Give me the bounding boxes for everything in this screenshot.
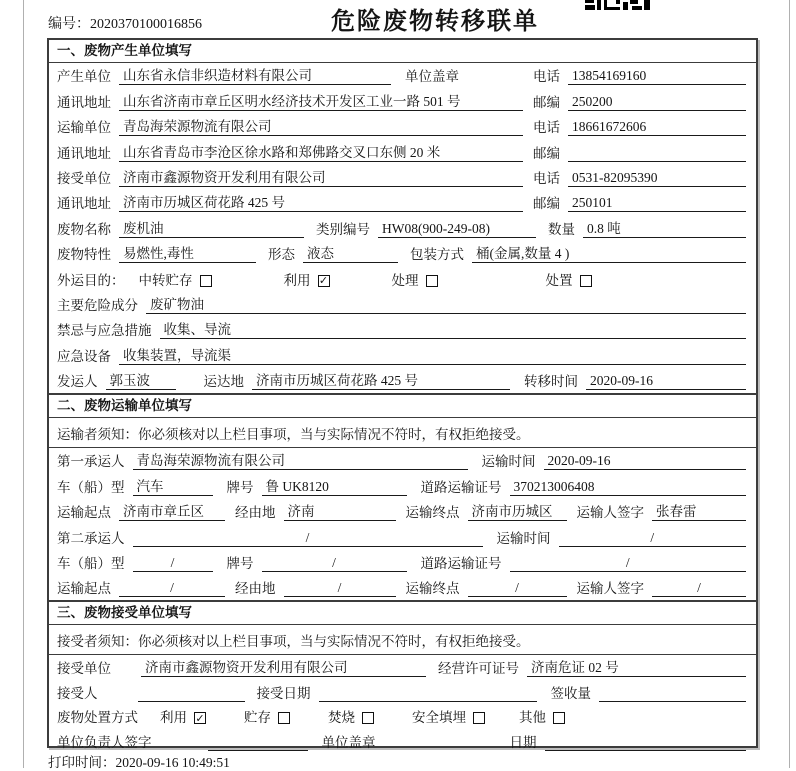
road-permit-label: 道路运输证号 (420, 479, 502, 495)
section-transporter (49, 393, 756, 600)
purpose-option-treat (392, 269, 438, 289)
hazard-components-label: 主要危险成分 (57, 297, 138, 313)
unit-seal-label: 单位盖章 (405, 69, 459, 85)
producer-address-value: 山东省济南市章丘区明水经济技术开发区工业一路 501 号 (119, 90, 523, 111)
page-title: 危险废物转移联单 (331, 9, 539, 35)
waste-name-value: 废机油 (119, 217, 304, 238)
purpose-transit-storage-label: 中转贮存 (138, 272, 193, 288)
transport-time-value: 2020-09-16 (544, 453, 747, 470)
producer-unit-label: 产生单位 (57, 69, 111, 85)
scan-edge-right (789, 0, 790, 768)
route-origin-value: 济南市章丘区 (119, 500, 225, 521)
plate-number-2-value: / (262, 555, 407, 572)
row-emergency-measures (49, 317, 756, 342)
producer-address-label: 通讯地址 (57, 94, 111, 110)
vehicle-type-label: 车（船）型 (57, 479, 125, 495)
hazard-components-value: 废矿物油 (146, 293, 746, 314)
route-end-label: 运输终点 (405, 505, 460, 521)
accept-date-label: 接受日期 (256, 685, 311, 701)
section-transporter-title: 二、废物运输单位填写 (49, 395, 756, 418)
accept-date-value (319, 685, 537, 702)
row-transport-unit (49, 114, 756, 139)
route-via-2-label: 经由地 (235, 581, 276, 597)
disposal-option-incinerate (328, 706, 374, 726)
received-quantity-label: 签收量 (550, 685, 591, 701)
accept-person-value (138, 685, 245, 702)
print-time-label: 打印时间： (48, 755, 116, 770)
route-end-value: 济南市历城区 (468, 500, 567, 521)
responsible-signature-label: 单位负责人签字 (57, 734, 152, 750)
receiver-phone-value: 0531-82095390 (568, 170, 746, 187)
purpose-utilize-label: 利用 (283, 272, 311, 288)
row-accept-unit (49, 655, 756, 680)
accept-unit-label: 接受单位 (57, 661, 111, 677)
packaging-value: 桶(金属,数量 4 ) (472, 242, 746, 263)
row-vehicle-2 (49, 550, 756, 575)
receiver-unit-label: 接受单位 (57, 170, 111, 186)
print-time (48, 751, 230, 771)
row-first-carrier (49, 448, 756, 473)
receiver-address-value: 济南市历城区荷花路 425 号 (119, 191, 523, 212)
plate-number-value: 鲁 UK8120 (262, 475, 407, 496)
row-route-2 (49, 575, 756, 600)
vehicle-type-2-label: 车（船）型 (57, 556, 125, 572)
receiver-postcode-label: 邮编 (533, 196, 560, 212)
row-waste-name (49, 215, 756, 240)
disposal-storage-checkbox (278, 712, 290, 724)
document-number (48, 13, 202, 33)
document-number-label: 编号： (48, 17, 90, 32)
transport-time-2-label: 运输时间 (496, 530, 551, 546)
row-hazard-components (49, 292, 756, 317)
row-receiver-unit (49, 165, 756, 190)
disposal-incinerate-checkbox (362, 712, 374, 724)
row-accept-person (49, 680, 756, 705)
received-quantity-value (599, 685, 746, 702)
vehicle-type-2-value: / (133, 555, 213, 572)
road-permit-2-value: / (510, 555, 747, 572)
packaging-label: 包装方式 (410, 247, 464, 263)
route-end-2-label: 运输终点 (405, 581, 460, 597)
category-code-label: 类别编号 (316, 221, 370, 237)
transporter-signature-2-value: / (652, 580, 746, 597)
transporter-signature-2-label: 运输人签字 (576, 581, 644, 597)
row-shipper (49, 368, 756, 393)
producer-postcode-label: 邮编 (533, 94, 560, 110)
section-receiver-title: 三、废物接受单位填写 (49, 602, 756, 625)
print-time-value: 2020-09-16 10:49:51 (115, 755, 230, 770)
purpose-option-transit-storage (139, 269, 212, 289)
transport-unit-value: 青岛海荣源物流有限公司 (119, 115, 523, 136)
receive-date-label: 日期 (509, 734, 537, 750)
transport-phone-label: 电话 (533, 120, 560, 136)
transport-unit-label: 运输单位 (57, 120, 111, 136)
transporter-signature-label: 运输人签字 (576, 505, 644, 521)
license-number-label: 经营许可证号 (438, 661, 519, 677)
producer-phone-value: 13854169160 (568, 68, 746, 85)
plate-number-label: 牌号 (226, 479, 254, 495)
receiver-notice: 接受者须知：你必须核对以上栏目事项，当与实际情况不符时，有权拒绝接受。 (49, 625, 756, 655)
purpose-treat-label: 处理 (391, 272, 419, 288)
manifest-form (47, 38, 758, 748)
disposal-option-other (519, 706, 565, 726)
transporter-notice: 运输者须知：你必须核对以上栏目事项，当与实际情况不符时，有权拒绝接受。 (49, 418, 756, 448)
purpose-option-utilize (284, 269, 330, 289)
receive-date-value (545, 734, 747, 751)
accept-person-label: 接受人 (57, 685, 98, 701)
section-producer (49, 40, 756, 393)
section-producer-title: 一、废物产生单位填写 (49, 40, 756, 63)
quantity-label: 数量 (548, 221, 575, 237)
disposal-landfill-label: 安全填埋 (412, 710, 466, 726)
destination-label: 运达地 (203, 374, 244, 390)
row-route-1 (49, 499, 756, 524)
row-waste-traits (49, 241, 756, 266)
scan-edge-left (23, 0, 24, 768)
emergency-measures-label: 禁忌与应急措施 (57, 323, 152, 339)
disposal-storage-label: 贮存 (244, 710, 271, 726)
transfer-date-label: 转移时间 (524, 374, 578, 390)
transfer-purpose-label: 外运目的： (57, 272, 125, 288)
disposal-option-storage (244, 706, 290, 726)
road-permit-value: 370213006408 (510, 479, 747, 496)
disposal-other-label: 其他 (519, 710, 546, 726)
receiver-unit-value: 济南市鑫源物资开发利用有限公司 (119, 166, 523, 187)
qr-code-fragment-icon (585, 0, 650, 11)
transport-postcode-label: 邮编 (533, 145, 560, 161)
purpose-treat-checkbox (426, 275, 438, 287)
transfer-date-value: 2020-09-16 (586, 373, 746, 390)
transport-phone-value: 18661672606 (568, 119, 746, 136)
disposal-utilize-checkbox (194, 712, 206, 724)
row-transport-address (49, 139, 756, 164)
destination-value: 济南市历城区荷花路 425 号 (252, 369, 510, 390)
producer-unit-value: 山东省永信非织造材料有限公司 (119, 64, 391, 85)
second-carrier-value: / (133, 530, 483, 547)
shipper-value: 郭玉波 (106, 369, 176, 390)
transport-address-label: 通讯地址 (57, 145, 111, 161)
row-receiver-address (49, 190, 756, 215)
responsible-signature-value (208, 734, 308, 751)
purpose-transit-storage-checkbox (200, 275, 212, 287)
transport-time-2-value: / (559, 530, 747, 547)
producer-postcode-value: 250200 (568, 94, 746, 111)
row-disposal-method (49, 705, 756, 730)
producer-phone-label: 电话 (533, 69, 560, 85)
route-origin-label: 运输起点 (57, 505, 111, 521)
disposal-method-label: 废物处置方式 (57, 710, 138, 726)
vehicle-type-value: 汽车 (133, 475, 213, 496)
purpose-option-dispose (546, 269, 592, 289)
license-number-value: 济南危证 02 号 (527, 656, 746, 677)
transporter-signature-value: 张春雷 (652, 500, 746, 521)
receiver-postcode-value: 250101 (568, 195, 746, 212)
road-permit-2-label: 道路运输证号 (420, 556, 502, 572)
waste-name-label: 废物名称 (57, 221, 111, 237)
receiver-seal-label: 单位盖章 (321, 734, 376, 750)
disposal-incinerate-label: 焚烧 (328, 710, 355, 726)
second-carrier-label: 第二承运人 (57, 530, 125, 546)
quantity-value: 0.8 吨 (583, 217, 746, 238)
row-emergency-equipment (49, 342, 756, 367)
disposal-option-landfill (412, 706, 485, 726)
waste-traits-value: 易燃性,毒性 (119, 242, 256, 263)
route-origin-2-label: 运输起点 (57, 581, 111, 597)
plate-number-2-label: 牌号 (226, 556, 254, 572)
route-via-value: 济南 (284, 500, 396, 521)
document-number-value: 2020370100016856 (90, 17, 202, 32)
transport-postcode-value (568, 145, 746, 162)
purpose-dispose-checkbox (580, 275, 592, 287)
route-end-2-value: / (468, 580, 567, 597)
waste-traits-label: 废物特性 (57, 247, 111, 263)
row-producer-unit (49, 63, 756, 88)
purpose-utilize-checkbox (318, 275, 330, 287)
receiver-phone-label: 电话 (533, 170, 560, 186)
transport-time-label: 运输时间 (481, 454, 536, 470)
route-via-label: 经由地 (235, 505, 276, 521)
purpose-dispose-label: 处置 (545, 272, 573, 288)
disposal-utilize-label: 利用 (160, 710, 187, 726)
emergency-measures-value: 收集、导流 (160, 318, 747, 339)
emergency-equipment-label: 应急设备 (57, 348, 111, 364)
row-producer-address (49, 88, 756, 113)
shipper-label: 发运人 (57, 374, 98, 390)
route-origin-2-value: / (119, 580, 225, 597)
disposal-other-checkbox (553, 712, 565, 724)
row-second-carrier (49, 524, 756, 549)
transport-address-value: 山东省青岛市李沧区徐水路和郑佛路交叉口东侧 20 米 (119, 141, 523, 162)
disposal-option-utilize (160, 706, 206, 726)
emergency-equipment-value: 收集装置，导流渠 (119, 344, 746, 365)
category-code-value: HW08(900-249-08) (378, 221, 536, 238)
form-state-value: 液态 (303, 242, 398, 263)
first-carrier-label: 第一承运人 (57, 454, 125, 470)
disposal-landfill-checkbox (473, 712, 485, 724)
route-via-2-value: / (284, 580, 396, 597)
first-carrier-value: 青岛海荣源物流有限公司 (133, 449, 468, 470)
section-receiver (49, 600, 756, 753)
accept-unit-value: 济南市鑫源物资开发利用有限公司 (141, 656, 426, 677)
row-transfer-purpose (49, 266, 756, 291)
row-vehicle-1 (49, 473, 756, 498)
receiver-address-label: 通讯地址 (57, 196, 111, 212)
form-state-label: 形态 (268, 247, 295, 263)
